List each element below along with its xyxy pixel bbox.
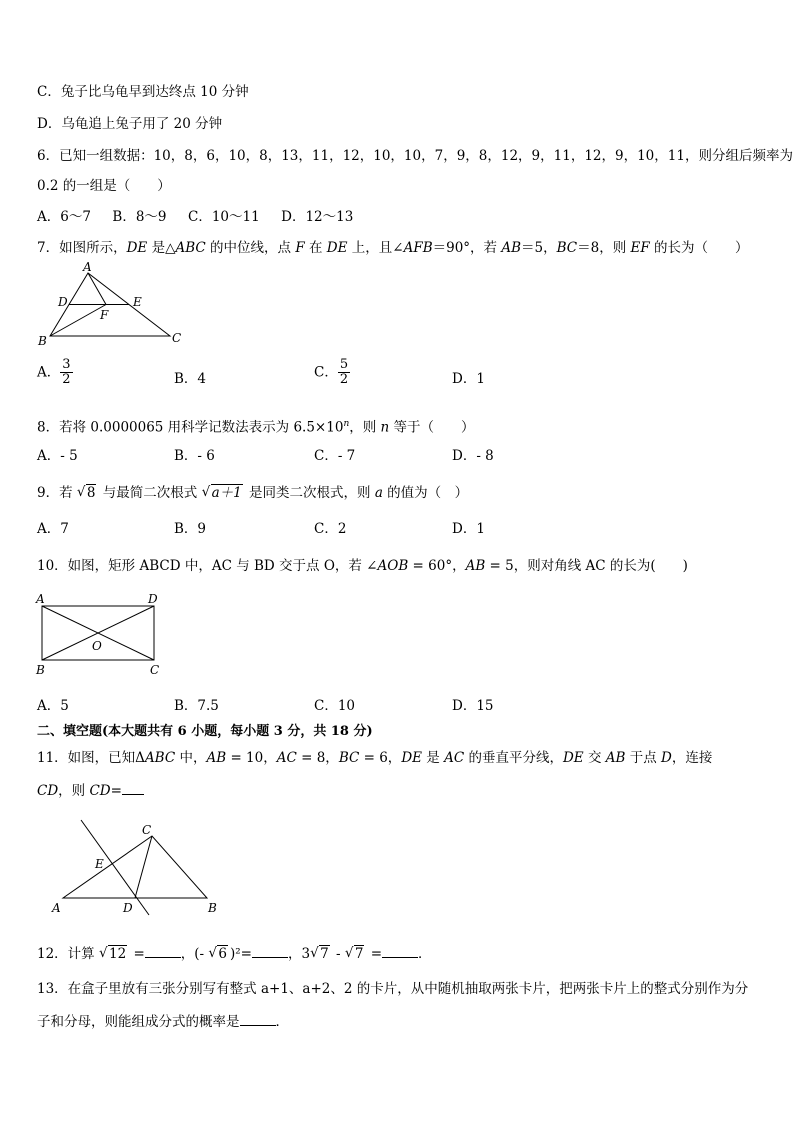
q10-option-c: C．10 <box>314 698 356 714</box>
q8-options <box>37 447 757 469</box>
q6-options <box>37 208 353 226</box>
q10-options <box>37 697 757 719</box>
q10-label-c: C <box>150 663 160 677</box>
q7-options <box>37 357 757 387</box>
q7-option-a: A． $\frac{3}{2}$ <box>37 357 71 387</box>
q7-label-d: D <box>58 295 68 309</box>
q11-label-a: A <box>52 901 61 915</box>
q9-option-b: B．9 <box>174 521 207 537</box>
q9-options <box>37 520 757 542</box>
q7-label-e: E <box>133 295 142 309</box>
q10-option-b: B．7.5 <box>174 698 219 714</box>
q8-option-d: D．- 8 <box>452 448 494 464</box>
q11-label-d: D <box>123 901 133 915</box>
q11-label-c: C <box>142 823 152 837</box>
q10-rectangle-figure <box>30 590 170 680</box>
q12-sqrt-6: √ 6 <box>208 945 228 963</box>
q12-sqrt-12: √ 12 <box>99 945 127 963</box>
q8-option-b: B．- 6 <box>174 448 215 464</box>
q10-option-d: D．15 <box>452 698 494 714</box>
q7-label-c: C <box>172 331 182 345</box>
section-heading-fill-in: 二、填空题(本大题共有 6 小题，每小题 3 分，共 18 分) <box>37 724 373 739</box>
q9-stem: 9．若 √ 8 与最简二次根式 √ a＋1 是同类二次根式，则 a 的值为（ ） <box>37 484 468 502</box>
q12-answer-blank-3[interactable] <box>382 943 418 958</box>
q9-sqrt-8: √ 8 <box>77 484 97 502</box>
q7-option-c: C． $\frac{5}{2}$ <box>314 357 349 387</box>
q12-answer-blank-2[interactable] <box>252 943 288 958</box>
q11-stem-line2: CD，则 CD= <box>37 780 144 800</box>
q6-stem-line2: 0.2 的一组是（ ） <box>37 178 171 194</box>
q12-sqrt-7b: √ 7 <box>345 945 365 963</box>
q7-label-a: A <box>83 260 92 274</box>
q10-stem: 10．如图，矩形 ABCD 中，AC 与 BD 交于点 O，若 ∠AOB = 60°，AB = 5，则对角线 AC 的长为( ) <box>37 558 688 574</box>
q7-label-b: B <box>38 334 47 348</box>
q9-option-a: A．7 <box>37 521 69 537</box>
q6-option-a: A．6～7 <box>37 209 91 225</box>
q9-option-c: C．2 <box>314 521 347 537</box>
q13-answer-blank[interactable] <box>240 1011 276 1026</box>
q12-answer-blank-1[interactable] <box>145 943 181 958</box>
q7-stem: 7．如图所示，DE 是△ABC 的中位线，点 F 在 DE 上，且∠AFB＝90°，若 AB＝5，BC＝8，则 EF 的长为（ ） <box>37 240 749 256</box>
q8-option-a: A．- 5 <box>37 448 78 464</box>
q12-sqrt-7a: √ 7 <box>310 945 330 963</box>
q7-triangle-figure <box>30 258 190 350</box>
q12-stem: 12．计算 √ 12 = ，(- √ 6 )²= ，3√ 7 - √ 7 = ． <box>37 943 432 963</box>
q11-stem-line1: 11．如图，已知ΔABC 中，AB = 10，AC = 8，BC = 6，DE 是 AC 的垂直平分线，DE 交 AB 于点 D，连接 <box>37 750 713 766</box>
q13-stem-line2: 子和分母，则能组成分式的概率是 ． <box>37 1011 289 1031</box>
q11-answer-blank[interactable] <box>122 780 144 795</box>
q10-label-a: A <box>36 592 45 606</box>
q9-sqrt-a-plus-1: √ a＋1 <box>202 484 243 502</box>
q7-option-b: B．4 <box>174 371 207 387</box>
q8-option-c: C．- 7 <box>314 448 356 464</box>
q8-stem: 8．若将 0.0000065 用科学记数法表示为 $6.5\times 10^n$，则 n 等于（ ） <box>37 419 475 436</box>
q10-label-b: B <box>36 663 45 677</box>
q10-option-a: A．5 <box>37 698 69 714</box>
q13-stem-line1: 13．在盒子里放有三张分别写有整式 a+1、a+2、2 的卡片，从中随机抽取两张卡片，把两张卡片上的整式分别作为分 <box>37 981 749 997</box>
q6-option-d: D．12～13 <box>281 209 354 225</box>
q7-option-d: D．1 <box>452 371 485 387</box>
q11-triangle-figure <box>45 818 225 918</box>
q5-option-c: C．兔子比乌龟早到达终点 10 分钟 <box>37 84 249 100</box>
q11-label-b: B <box>208 901 217 915</box>
q10-label-d: D <box>148 592 158 606</box>
q6-option-c: C．10～11 <box>187 209 260 225</box>
q6-stem-line1: 6．已知一组数据：10，8，6，10，8，13，11，12，10，10，7，9，8，12，9，11，12，9，10，11，则分组后频率为 <box>37 148 793 164</box>
q9-option-d: D．1 <box>452 521 485 537</box>
q5-option-d: D．乌龟追上兔子用了 20 分钟 <box>37 116 223 132</box>
q11-label-e: E <box>95 857 104 871</box>
q10-label-o: O <box>92 639 102 653</box>
q7-label-f: F <box>100 308 109 322</box>
q6-option-b: B．8～9 <box>112 209 167 225</box>
